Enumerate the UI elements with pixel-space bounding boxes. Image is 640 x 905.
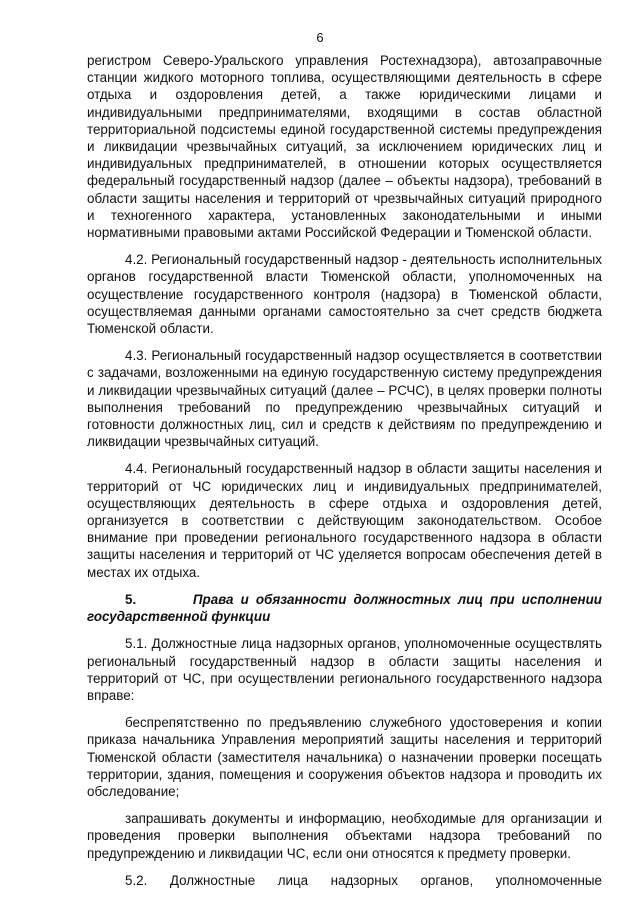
section-heading-5 bbox=[87, 591, 602, 625]
paragraph-5-2: 5.2. Должностные лица надзорных органов, уполномоченные bbox=[125, 872, 602, 888]
list-item-right-2: запрашивать документы и информацию, необходимые для организации и проведения проверки выполнения объектами надзора требований по предупреждению и ликвидации ЧС, если они относятся к предмету проверки. bbox=[87, 811, 602, 861]
document-body bbox=[87, 52, 602, 899]
paragraph-4-4: 4.4. Региональный государственный надзор в области защиты населения и территорий от ЧС юридических лиц и индивидуальных предпринимателей, осуществляющих деятельность в сфере отдыха и оздоровления детей, организуется в соответствии с действующим законодательством. Особое внимание при проведении регионального государственного надзора в области защиты населения и территорий от ЧС уделяется вопросам обеспечения детей в местах их отдыха. bbox=[87, 461, 602, 580]
section-number: 5. bbox=[125, 591, 137, 607]
paragraph-continuation: регистром Северо-Уральского управления Ростехнадзора), автозаправочные станции жидкого моторного топлива, осуществляющими деятельность в сфере отдыха и оздоровления детей, а также юридическими лицами и индивидуальными предпринимателями, входящими в состав областной территориальной подсистемы единой государственной системы предупреждения и ликвидации чрезвычайных ситуаций, за исключением юридических лиц и индивидуальных предпринимателей, в отношении которых осуществляется федеральный государственный надзор (далее – объекты надзора), требований в области защиты населения и территорий от чрезвычайных ситуаций природного и техногенного характера, установленных законодательными и иными нормативными правовыми актами Российской Федерации и Тюменской области. bbox=[87, 53, 602, 241]
paragraph-4-2: 4.2. Региональный государственный надзор - деятельность исполнительных органов государственной власти Тюменской области, уполномоченных на осуществление государственного контроля (надзора) в Тюменской области, осуществляемая данными органами самостоятельно за счет средств бюджета Тюменской области. bbox=[87, 252, 602, 337]
page-number: 6 bbox=[316, 30, 324, 45]
list-item-right-1: беспрепятственно по предъявлению служебного удостоверения и копии приказа начальника Управления мероприятий защиты населения и территорий Тюменской области (заместителя начальника) о назначении проверки посещать территории, здания, помещения и сооружения объектов надзора и проводить их обследование; bbox=[87, 715, 602, 799]
paragraph-5-1: 5.1. Должностные лица надзорных органов, уполномоченные осуществлять региональный государственный надзор в области защиты населения и территорий от ЧС, при осуществлении регионального государственного надзора вправе: bbox=[87, 636, 602, 703]
paragraph-4-3: 4.3. Региональный государственный надзор осуществляется в соответствии с задачами, возложенными на единую государственную систему предупреждения и ликвидации чрезвычайных ситуаций (далее – РСЧС), в целях проверки полноты выполнения требований по предупреждению чрезвычайных ситуаций и готовности должностных лиц, сил и средств к действиям по предупреждению и ликвидации чрезвычайных ситуаций. bbox=[87, 348, 602, 450]
section-title: Права и обязанности должностных лиц при исполнении государственной функции bbox=[87, 591, 602, 625]
